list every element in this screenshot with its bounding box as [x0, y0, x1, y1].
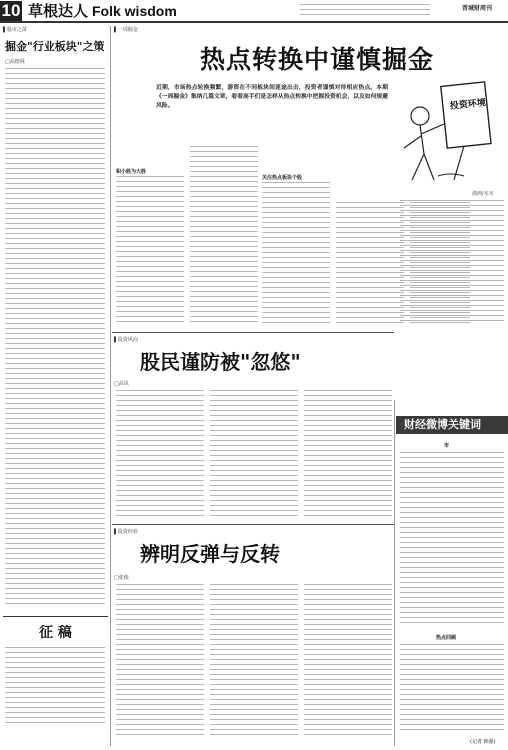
section-subtitle: Folk wisdom: [92, 3, 177, 19]
top-story-col-3: [262, 182, 330, 326]
middle-story-author: □高凤: [114, 381, 129, 387]
top-story-tag: ▌一周掘金: [114, 27, 138, 33]
left-column: [3, 26, 108, 746]
masthead-info-lines: [300, 4, 430, 16]
call-for-papers-body: [5, 647, 105, 727]
bottom-right-footer: (记者 韩强): [470, 739, 496, 745]
bottom-story-col-3: [304, 584, 392, 739]
bottom-story-col-2: [210, 584, 298, 739]
middle-story-col-1: [116, 390, 204, 520]
left-article-body: [5, 68, 105, 608]
keyword-band: [396, 416, 508, 434]
right-column-body-2: [400, 644, 504, 734]
call-for-papers-text: [5, 647, 105, 653]
middle-story-tag: ▌投资风向: [114, 337, 138, 343]
top-story-rule: [112, 332, 394, 333]
masthead-rule: [0, 21, 508, 23]
bottom-story-col-1: [116, 584, 204, 739]
left-section-tag: ▌股市之苗: [3, 27, 27, 33]
left-article-body-text: [5, 68, 105, 74]
top-story-headline: 热点转换中谨慎掘金: [200, 46, 435, 74]
bottom-story: [112, 526, 396, 746]
page-number: 10: [1, 1, 21, 20]
bottom-story-tag: ▌投资经验: [114, 529, 138, 535]
middle-story-col-3: [304, 390, 392, 520]
middle-story-rule: [112, 524, 394, 525]
call-for-papers-title: 征 稿: [39, 625, 72, 641]
right-column-body-1: [400, 452, 504, 627]
top-story-subhead-2: 关注热点板块个股: [262, 175, 303, 181]
right-column-tag-1: 市: [444, 443, 450, 449]
left-column-divider: [110, 26, 111, 746]
right-column-tag-2: 热点回顾: [436, 635, 457, 641]
middle-story-body-text: [116, 390, 204, 396]
cartoon-illustration: [394, 76, 506, 186]
masthead-right-label: 晋城财周刊: [462, 5, 493, 12]
call-for-papers-box: [3, 616, 108, 736]
cartoon-credit: 漫画/木木: [472, 191, 494, 197]
right-column: [396, 200, 508, 746]
right-column-body-text: [400, 644, 504, 650]
middle-story: [112, 334, 394, 524]
right-column-top-text: [400, 200, 504, 325]
bottom-story-author: □张俊: [114, 575, 129, 581]
top-story-col-4: [336, 202, 404, 326]
cartoon-sign-label: 投资环境: [449, 98, 487, 112]
top-story-subhead-1: 积小胜为大胜: [116, 169, 147, 175]
left-article-author: □高德林: [5, 59, 25, 65]
middle-story-headline: 股民谨防被"忽悠": [140, 350, 301, 374]
bottom-story-body-text: [116, 584, 204, 590]
top-story-deck: 近期，市场热点轮换频繁，游资在不同板块间迷途出击，投资者谨慎对待相应热点。本期《一周掘金》集纳几篇文章，看看高手们是怎样从热点转换中把握投资机会，以及如何规避风险。: [156, 85, 388, 109]
middle-story-col-2: [210, 390, 298, 520]
masthead: [0, 0, 508, 24]
top-story-col-1: [116, 176, 184, 326]
left-article-title: 掘金"行业板块"之策: [5, 40, 105, 53]
section-title: 草根达人: [28, 2, 89, 20]
bottom-story-headline: 辨明反弹与反转: [140, 542, 280, 566]
top-story-col-2: [190, 146, 258, 326]
keyword-band-title: 财经微博关键词: [404, 418, 481, 431]
